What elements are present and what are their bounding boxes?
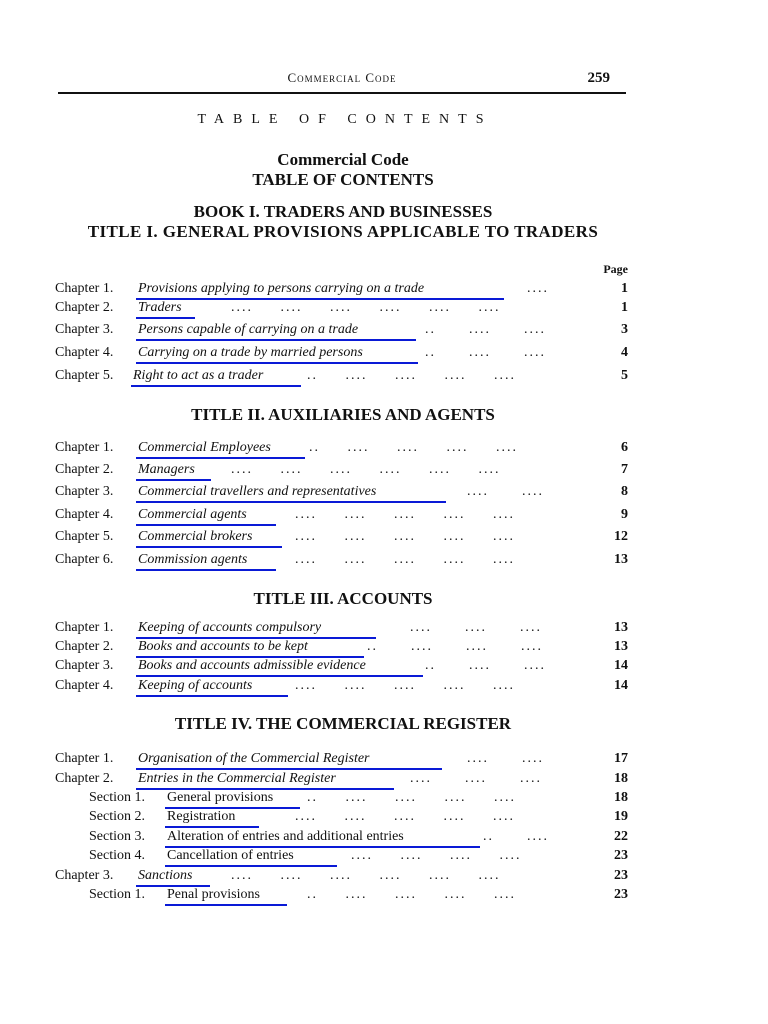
leader-dots: .. .... .... .... ....	[307, 368, 516, 383]
entry-title[interactable]: Commercial Employees	[136, 440, 305, 459]
leader-dots: .... .... ....	[410, 771, 542, 786]
entry-label: Chapter 2.	[55, 771, 114, 786]
leader-dots: .. .... .... ....	[367, 639, 543, 654]
doc-title: Commercial Code	[277, 150, 409, 169]
leader-dots: .. .... ....	[425, 658, 546, 673]
entry-label: Chapter 4.	[55, 507, 114, 522]
leader-dots: .... ....	[467, 484, 544, 499]
toc-entry[interactable]	[55, 887, 628, 907]
entry-page: 14	[614, 678, 628, 693]
leader-dots: .... .... ....	[410, 620, 542, 635]
entry-page: 18	[614, 771, 628, 786]
toc-entry[interactable]	[55, 484, 628, 504]
title-heading: TITLE III. ACCOUNTS	[253, 589, 433, 608]
entry-page: 23	[614, 868, 628, 883]
entry-title[interactable]: Traders	[136, 300, 195, 319]
toc-entry[interactable]	[55, 868, 628, 888]
title-heading: TITLE I. GENERAL PROVISIONS APPLICABLE TO TRADERS	[87, 222, 599, 241]
entry-title[interactable]: Books and accounts admissible evidence	[136, 658, 423, 677]
toc-entry[interactable]	[55, 790, 628, 810]
header-rule	[58, 92, 626, 94]
toc-entry[interactable]	[55, 281, 628, 301]
entry-page: 13	[614, 639, 628, 654]
page-number: 259	[587, 70, 610, 86]
leader-dots: .... .... .... .... .... ....	[231, 868, 501, 883]
entry-title[interactable]: Carrying on a trade by married persons	[136, 345, 418, 364]
leader-dots: .. .... .... .... ....	[309, 440, 518, 455]
leader-dots: .. .... ....	[425, 322, 546, 337]
leader-dots: .... .... .... .... .... ....	[231, 462, 501, 477]
toc-entry[interactable]	[55, 829, 628, 849]
entry-title[interactable]: Registration	[165, 809, 259, 828]
toc-entry[interactable]	[55, 300, 628, 320]
entry-title[interactable]: Commission agents	[136, 552, 276, 571]
toc-entry[interactable]	[55, 678, 628, 698]
entry-label: Chapter 1.	[55, 620, 114, 635]
toc-entry[interactable]	[55, 639, 628, 659]
entry-page: 4	[621, 345, 628, 360]
toc-entry[interactable]	[55, 440, 628, 460]
toc-entry[interactable]	[55, 848, 628, 868]
entry-label: Chapter 3.	[55, 658, 114, 673]
entry-title[interactable]: Organisation of the Commercial Register	[136, 751, 442, 770]
entry-title[interactable]: Right to act as a trader	[131, 368, 301, 387]
entry-label: Chapter 3.	[55, 868, 114, 883]
running-title: Commercial Code	[287, 70, 397, 85]
entry-label: Section 3.	[89, 829, 145, 844]
leader-dots: .... .... .... .... ....	[295, 529, 515, 544]
entry-title[interactable]: Managers	[136, 462, 211, 481]
entry-page: 7	[621, 462, 628, 477]
leader-dots: .... .... .... .... ....	[295, 809, 515, 824]
entry-label: Section 1.	[89, 790, 145, 805]
entry-page: 1	[621, 281, 628, 296]
doc-subtitle: TABLE OF CONTENTS	[252, 170, 434, 189]
page-column-label: Page	[603, 262, 628, 276]
entry-page: 19	[614, 809, 628, 824]
entry-label: Chapter 5.	[55, 368, 114, 383]
entry-label: Chapter 4.	[55, 678, 114, 693]
leader-dots: .. ....	[483, 829, 549, 844]
leader-dots: .. .... .... .... ....	[307, 887, 516, 902]
entry-label: Chapter 5.	[55, 529, 114, 544]
toc-entry[interactable]	[55, 322, 628, 342]
toc-entry[interactable]	[55, 368, 628, 388]
book-heading: BOOK I. TRADERS AND BUSINESSES	[193, 202, 493, 221]
entry-label: Chapter 4.	[55, 345, 114, 360]
entry-title[interactable]: Alteration of entries and additional entries	[165, 829, 480, 848]
entry-title[interactable]: Entries in the Commercial Register	[136, 771, 394, 790]
entry-title[interactable]: Keeping of accounts	[136, 678, 288, 697]
leader-dots: .... .... .... .... ....	[295, 507, 515, 522]
entry-title[interactable]: Persons capable of carrying on a trade	[136, 322, 416, 341]
entry-title[interactable]: Books and accounts to be kept	[136, 639, 364, 658]
leader-dots: .... .... .... ....	[351, 848, 522, 863]
leader-dots: .... .... .... .... ....	[295, 552, 515, 567]
entry-page: 13	[614, 620, 628, 635]
toc-entry[interactable]	[55, 507, 628, 527]
leader-dots: .... .... .... .... ....	[295, 678, 515, 693]
toc-entry[interactable]	[55, 751, 628, 771]
entry-page: 18	[614, 790, 628, 805]
entry-label: Chapter 2.	[55, 300, 114, 315]
entry-page: 8	[621, 484, 628, 499]
entry-title[interactable]: Penal provisions	[165, 887, 287, 906]
leader-dots: ....	[527, 281, 549, 296]
entry-label: Chapter 1.	[55, 751, 114, 766]
toc-entry[interactable]	[55, 345, 628, 365]
leader-dots: .. .... ....	[425, 345, 546, 360]
entry-title[interactable]: Commercial travellers and representatives	[136, 484, 446, 503]
entry-page: 17	[614, 751, 628, 766]
entry-title[interactable]: Commercial agents	[136, 507, 276, 526]
entry-title[interactable]: Provisions applying to persons carrying on a trade	[136, 281, 504, 300]
entry-page: 6	[621, 440, 628, 455]
toc-entry[interactable]	[55, 771, 628, 791]
running-head	[58, 70, 626, 90]
entry-label: Chapter 1.	[55, 281, 114, 296]
entry-title[interactable]: Commercial brokers	[136, 529, 282, 548]
title-heading: TITLE IV. THE COMMERCIAL REGISTER	[174, 714, 512, 733]
entry-label: Chapter 1.	[55, 440, 114, 455]
entry-label: Chapter 3.	[55, 322, 114, 337]
toc-heading: TABLE OF CONTENTS	[197, 112, 493, 127]
toc-entry[interactable]	[55, 552, 628, 572]
entry-page: 22	[614, 829, 628, 844]
toc-entry[interactable]	[55, 809, 628, 829]
entry-title[interactable]: Sanctions	[136, 868, 210, 887]
entry-label: Section 1.	[89, 887, 145, 902]
leader-dots: .... ....	[467, 751, 544, 766]
entry-page: 3	[621, 322, 628, 337]
entry-label: Chapter 6.	[55, 552, 114, 567]
entry-page: 12	[614, 529, 628, 544]
entry-label: Chapter 2.	[55, 462, 114, 477]
title-heading: TITLE II. AUXILIARIES AND AGENTS	[191, 405, 495, 424]
entry-page: 23	[614, 848, 628, 863]
toc-entry[interactable]	[55, 529, 628, 549]
entry-page: 5	[621, 368, 628, 383]
entry-title[interactable]: Keeping of accounts compulsory	[136, 620, 376, 639]
entry-label: Section 2.	[89, 809, 145, 824]
entry-label: Section 4.	[89, 848, 145, 863]
entry-page: 14	[614, 658, 628, 673]
entry-page: 9	[621, 507, 628, 522]
entry-page: 1	[621, 300, 628, 315]
entry-title[interactable]: Cancellation of entries	[165, 848, 337, 867]
leader-dots: .. .... .... .... ....	[307, 790, 516, 805]
entry-label: Chapter 2.	[55, 639, 114, 654]
entry-page: 23	[614, 887, 628, 902]
entry-label: Chapter 3.	[55, 484, 114, 499]
toc-entry[interactable]	[55, 620, 628, 640]
entry-title[interactable]: General provisions	[165, 790, 300, 809]
toc-entry[interactable]	[55, 462, 628, 482]
leader-dots: .... .... .... .... .... ....	[231, 300, 501, 315]
entry-page: 13	[614, 552, 628, 567]
toc-entry[interactable]	[55, 658, 628, 678]
